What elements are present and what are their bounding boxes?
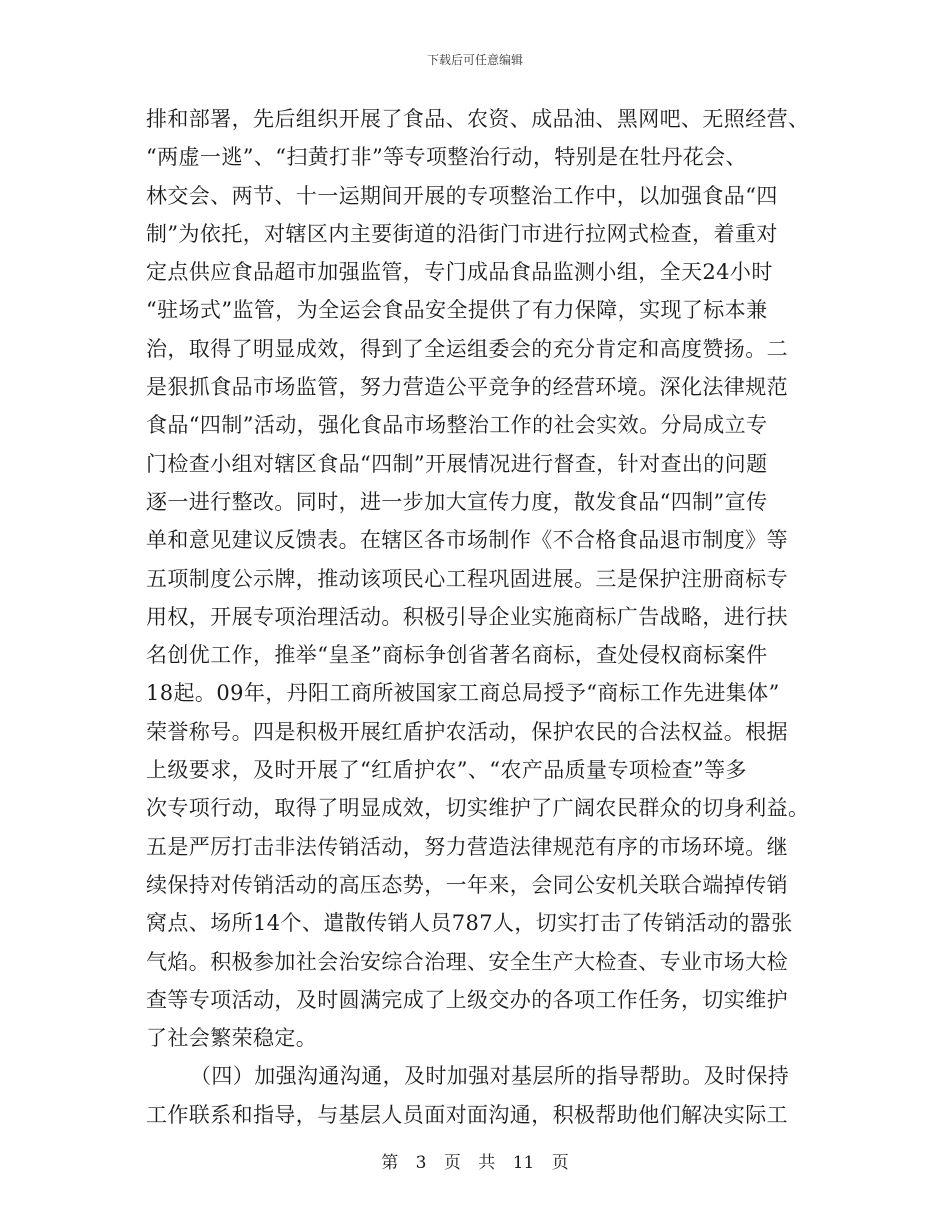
footer-label-page: 第 <box>381 1153 399 1173</box>
body-line: 气焰。积极参加社会治安综合治理、安全生产大检查、专业市场大检 <box>146 949 788 974</box>
body-line: 窝点、场所14个、遣散传销人员787人，切实打击了传销活动的嚣张 <box>146 911 793 936</box>
body-line: 门检查小组对辖区食品“四制”开展情况进行督查，针对查出的问题 <box>146 451 768 476</box>
document-body <box>146 100 808 1134</box>
body-line: 了社会繁荣稳定。 <box>146 1026 318 1051</box>
body-line: 五是严厉打击非法传销活动，努力营造法律规范有序的市场环境。继 <box>146 834 788 859</box>
page-footer <box>0 1152 950 1174</box>
footer-label-total: 共 <box>478 1153 496 1173</box>
body-line: “两虚一逃”、“扫黄打非”等专项整治行动，特别是在牡丹花会、 <box>146 145 747 170</box>
footer-label-unit: 页 <box>443 1153 461 1173</box>
body-line: 五项制度公示牌，推动该项民心工程巩固进展。三是保护注册商标专 <box>146 566 788 591</box>
body-line: “驻场式”监管，为全运会食品安全提供了有力保障，实现了标本兼 <box>146 298 768 323</box>
body-line: 排和部署，先后组织开展了食品、农资、成品油、黑网吧、无照经营、 <box>146 107 810 131</box>
body-line: 工作联系和指导，与基层人员面对面沟通，积极帮助他们解决实际工 <box>146 1102 788 1127</box>
body-line: 续保持对传销活动的高压态势，一年来，会同公安机关联合端掉传销 <box>146 872 788 897</box>
body-line: 逐一进行整改。同时，进一步加大宣传力度，散发食品“四制”宣传 <box>146 489 768 514</box>
header-text: 下载后可任意编辑 <box>426 53 523 67</box>
footer-label-unit-end: 页 <box>551 1153 569 1173</box>
body-line: 治，取得了明显成效，得到了全运组委会的充分肯定和高度赞扬。二 <box>146 336 788 361</box>
body-line: 用权，开展专项治理活动。积极引导企业实施商标广告战略，进行扶 <box>146 604 788 629</box>
paragraph-start-line: （四）加强沟通沟通，及时加强对基层所的指导帮助。及时保持 <box>190 1064 790 1089</box>
body-line: 制”为依托，对辖区内主要街道的沿街门市进行拉网式检查，着重对 <box>146 221 778 246</box>
body-line: 单和意见建议反馈表。在辖区各市场制作《不合格食品退市制度》等 <box>146 528 788 553</box>
body-line: 上级要求，及时开展了“红盾护农”、“农产品质量专项检查”等多 <box>146 758 747 783</box>
body-line: 定点供应食品超市加强监管，专门成品食品监测小组，全天24小时 <box>146 260 773 285</box>
body-line: 林交会、两节、十一运期间开展的专项整治工作中，以加强食品“四 <box>146 183 778 208</box>
footer-total-pages: 11 <box>512 1153 535 1173</box>
body-line: 次专项行动，取得了明显成效，切实维护了广阔农民群众的切身利益。 <box>146 796 810 821</box>
body-line: 名创优工作，推举“皇圣”商标争创省著名商标，查处侵权商标案件 <box>146 643 768 668</box>
footer-current-page: 3 <box>415 1153 427 1173</box>
body-line: 荣誉称号。四是积极开展红盾护农活动，保护农民的合法权益。根据 <box>146 719 788 744</box>
body-line: 18起。09年，丹阳工商所被国家工商总局授予“商标工作先进集体” <box>146 681 780 706</box>
body-line: 是狠抓食品市场监管，努力营造公平竞争的经营环境。深化法律规范 <box>146 375 788 400</box>
body-line: 食品“四制”活动，强化食品市场整治工作的社会实效。分局成立专 <box>146 413 768 438</box>
page-header <box>0 52 950 68</box>
body-line: 查等专项活动，及时圆满完成了上级交办的各项工作任务，切实维护 <box>146 987 788 1012</box>
